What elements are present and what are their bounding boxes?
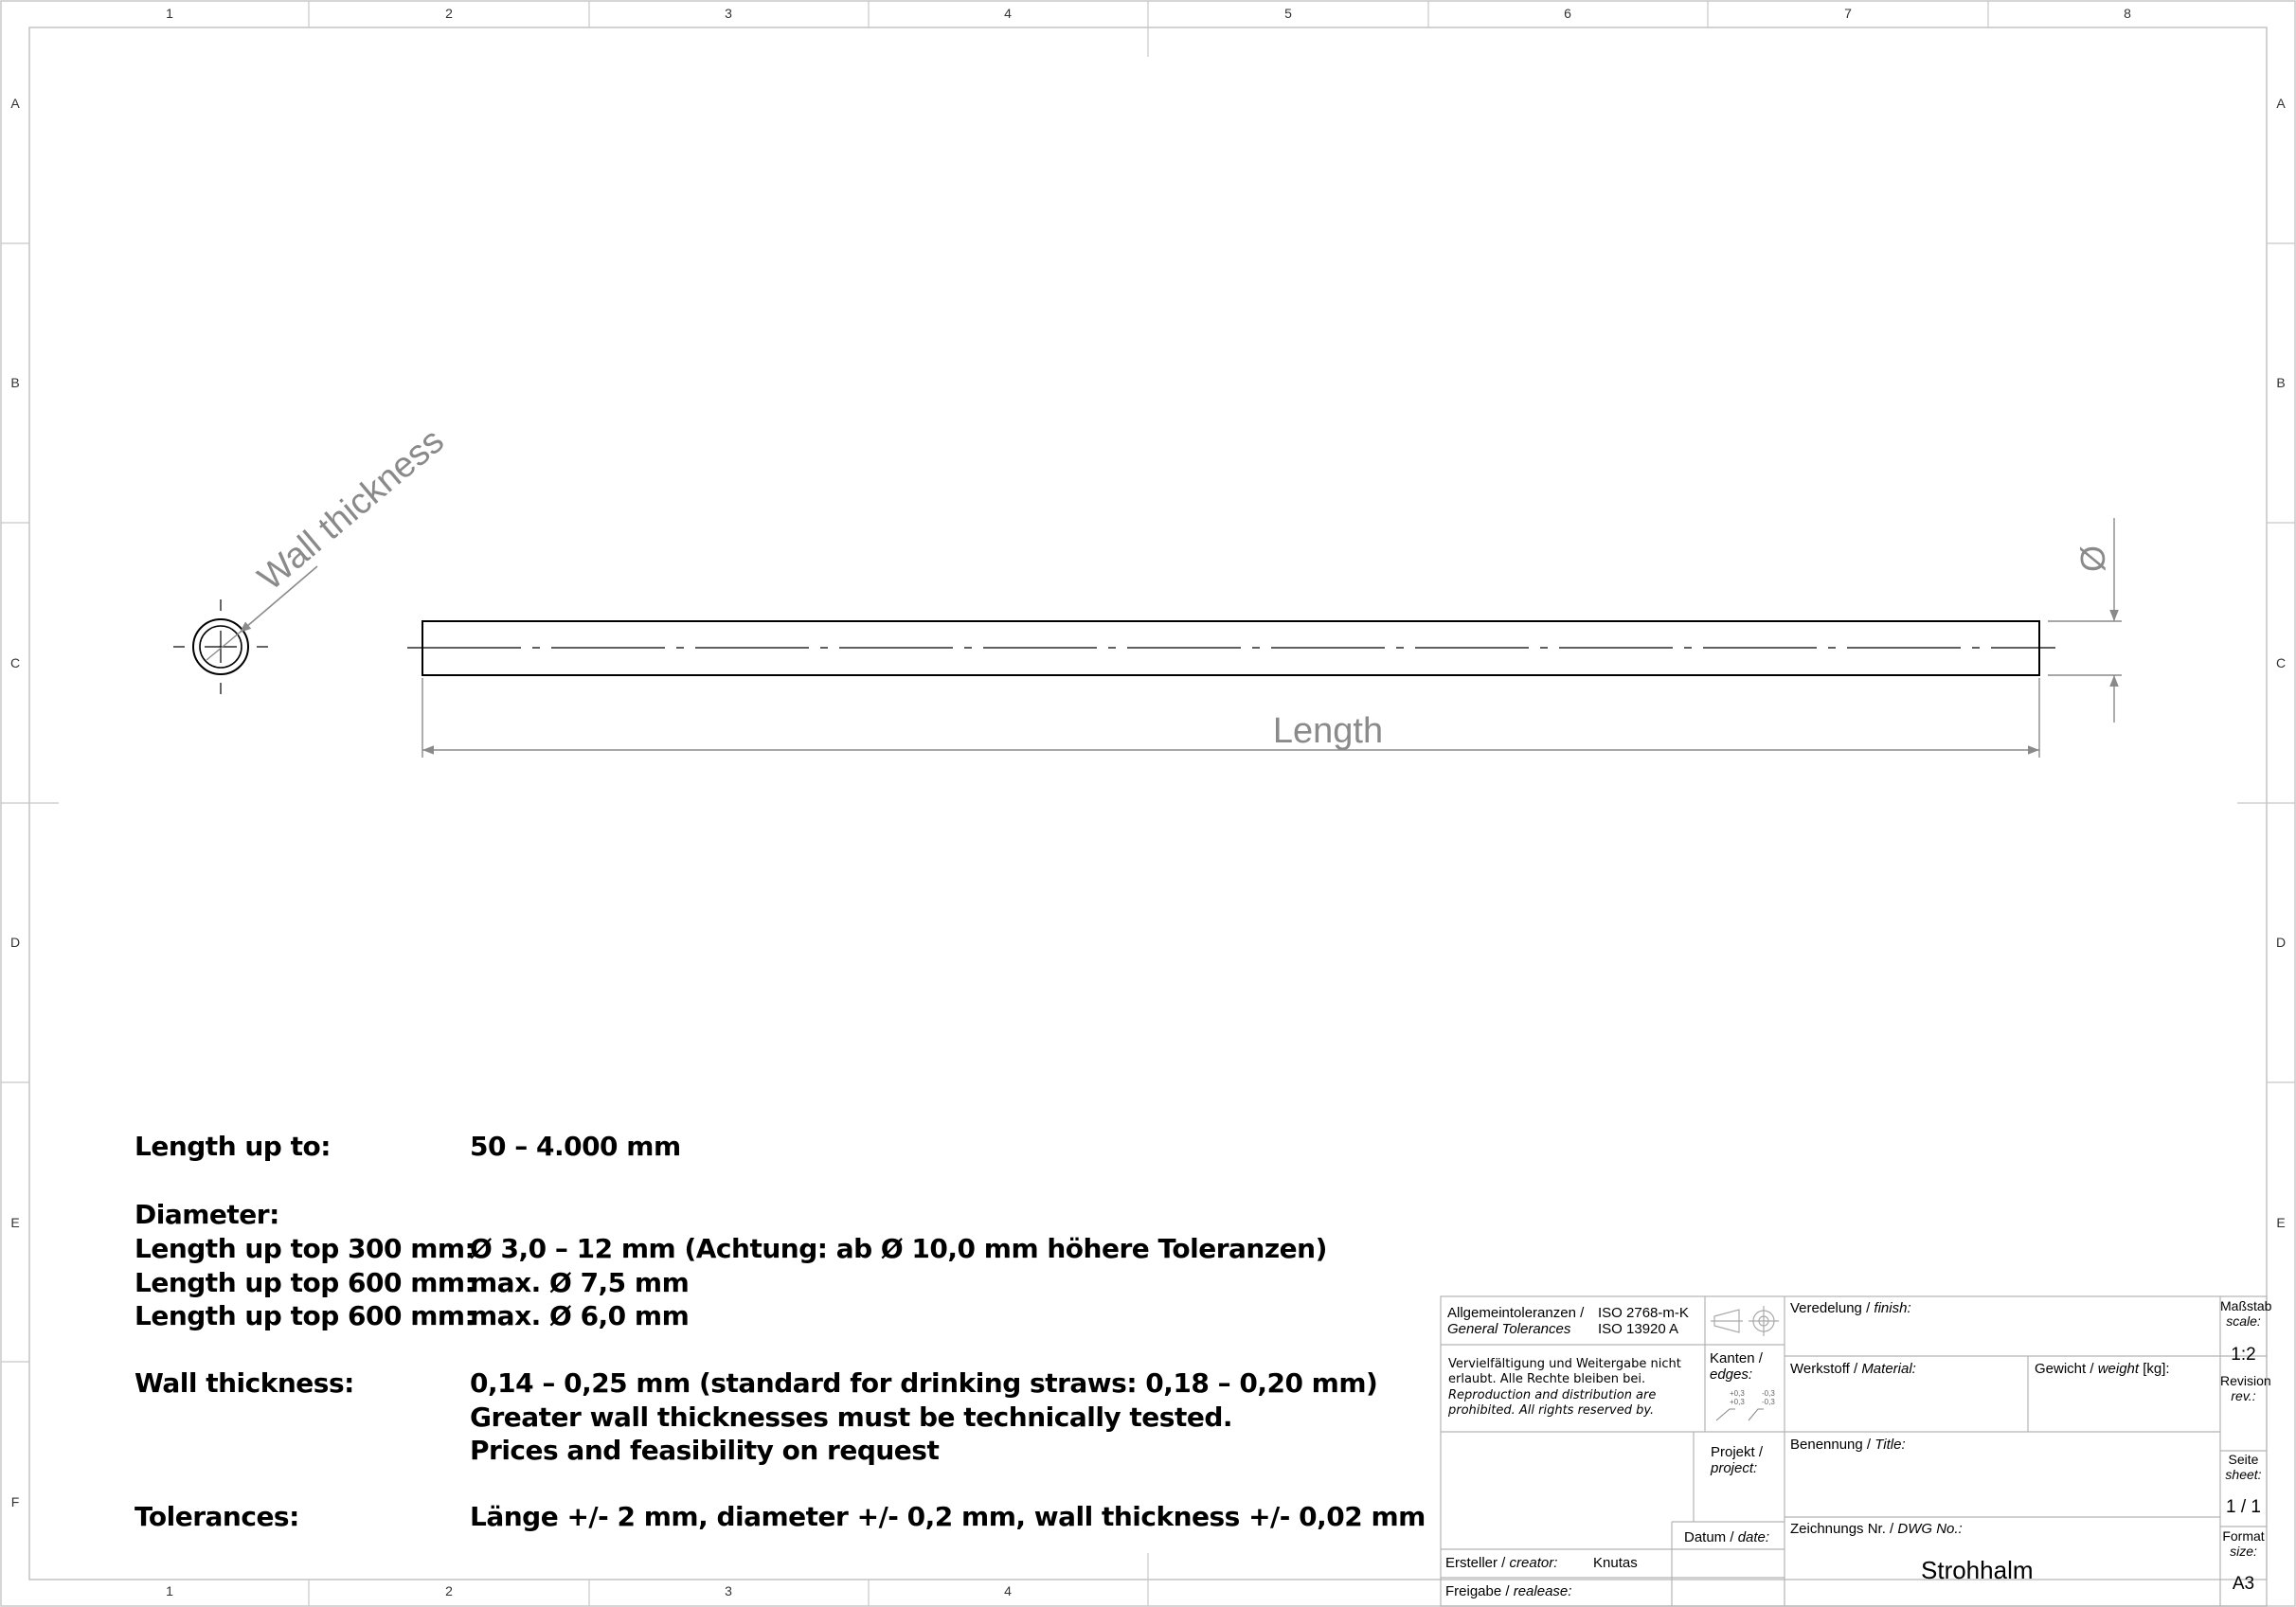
- spec-label-diameter-600b: Length up top 600 mm:: [135, 1300, 475, 1331]
- wall-thickness-label: Wall thickness: [250, 420, 452, 598]
- zone-row-a-left: A: [10, 96, 20, 111]
- general-tolerances-en: General Tolerances: [1447, 1321, 1571, 1337]
- zone-col-bottom-4: 4: [1004, 1583, 1012, 1598]
- spec-value-diameter-600a: max. Ø 7,5 mm: [470, 1267, 690, 1298]
- edge-tol-1a: +0,3: [1730, 1389, 1745, 1398]
- projection-method-icon: [1711, 1306, 1779, 1336]
- zone-col-6: 6: [1564, 6, 1571, 21]
- zone-row-b-right: B: [2276, 375, 2286, 390]
- edge-tol-2b: -0,3: [1762, 1398, 1775, 1406]
- spec-label-length: Length up to:: [135, 1131, 331, 1162]
- zone-row-d-right: D: [2275, 935, 2287, 950]
- format-en: size:: [2230, 1544, 2257, 1559]
- zone-row-ticks: [1, 243, 2295, 1362]
- spec-label-tolerances: Tolerances:: [135, 1501, 299, 1532]
- zone-row-d-left: D: [9, 935, 21, 950]
- iso-13920: ISO 13920 A: [1598, 1321, 1679, 1337]
- sheet-value: 1 / 1: [2226, 1497, 2261, 1517]
- title-label: Benennung / Title:: [1790, 1437, 1906, 1453]
- copyright-en-2: prohibited. All rights reserved by.: [1448, 1403, 1655, 1418]
- zone-row-a-right: A: [2276, 96, 2286, 111]
- zone-col-8: 8: [2124, 6, 2131, 21]
- spec-label-diameter-600a: Length up top 600 mm:: [135, 1267, 475, 1298]
- zone-col-5: 5: [1284, 6, 1292, 21]
- project-en: project:: [1711, 1460, 1758, 1476]
- zone-row-b-left: B: [10, 375, 20, 390]
- zone-col-4: 4: [1004, 6, 1012, 21]
- sheet-en: sheet:: [2225, 1467, 2262, 1482]
- material-label: Werkstoff / Material:: [1790, 1361, 1916, 1377]
- zone-row-e-right: E: [2276, 1215, 2286, 1230]
- scale-en: scale:: [2226, 1313, 2261, 1329]
- edges-de: Kanten /: [1710, 1350, 1763, 1366]
- zone-col-3: 3: [725, 6, 732, 21]
- spec-value-wall-thickness-note1: Greater wall thicknesses must be technically tested.: [470, 1402, 1233, 1433]
- weight-label: Gewicht / weight [kg]:: [2035, 1361, 2170, 1377]
- edges-en: edges:: [1710, 1366, 1753, 1383]
- spec-label-wall-thickness: Wall thickness:: [135, 1367, 354, 1399]
- zone-col-bottom-3: 3: [725, 1583, 732, 1598]
- format-value: A3: [2232, 1574, 2255, 1594]
- spec-value-wall-thickness: 0,14 – 0,25 mm (standard for drinking straws: 0,18 – 0,20 mm): [470, 1367, 1378, 1399]
- spec-label-diameter-300: Length up top 300 mm:: [135, 1233, 475, 1264]
- zone-col-bottom-1: 1: [166, 1583, 173, 1598]
- inner-frame: [29, 27, 2272, 1580]
- date-label: Datum / date:: [1684, 1529, 1770, 1545]
- dwg-no-label: Zeichnungs Nr. / DWG No.:: [1790, 1521, 1963, 1537]
- format-de: Format: [2222, 1528, 2265, 1544]
- zone-row-c-right: C: [2275, 655, 2287, 670]
- scale-value: 1:2: [2231, 1345, 2256, 1365]
- zone-row-e-left: E: [10, 1215, 20, 1230]
- length-dimension: [422, 678, 2039, 758]
- copyright-de-1: Vervielfältigung und Weitergabe nicht: [1448, 1357, 1681, 1371]
- zone-col-2: 2: [445, 6, 453, 21]
- outer-border: [1, 1, 2295, 1606]
- spec-value-diameter-300: Ø 3,0 – 12 mm (Achtung: ab Ø 10,0 mm höhere Toleranzen): [470, 1233, 1327, 1264]
- edge-tol-2a: -0,3: [1762, 1389, 1775, 1398]
- spec-label-diameter: Diameter:: [135, 1199, 279, 1230]
- release-label: Freigabe / realease:: [1445, 1583, 1572, 1599]
- scale-de: Maßstab: [2220, 1298, 2272, 1313]
- sheet-de: Seite: [2228, 1452, 2259, 1467]
- creator-value: Knutas: [1593, 1555, 1638, 1571]
- cross-section-view: [173, 421, 452, 694]
- diameter-symbol: Ø: [2073, 545, 2112, 573]
- iso-2768: ISO 2768-m-K: [1598, 1305, 1689, 1321]
- length-label: Length: [1272, 711, 1384, 751]
- zone-col-1: 1: [166, 6, 173, 21]
- finish-label: Veredelung / finish:: [1790, 1300, 1911, 1316]
- center-mark: [173, 599, 268, 694]
- spec-value-tolerances: Länge +/- 2 mm, diameter +/- 0,2 mm, wall thickness +/- 0,02 mm: [470, 1501, 1426, 1532]
- general-tolerances-de: Allgemeintoleranzen /: [1447, 1305, 1585, 1321]
- spec-value-diameter-600b: max. Ø 6,0 mm: [470, 1300, 690, 1331]
- edges-symbol-icon: [1716, 1409, 1764, 1420]
- creator-label: Ersteller / creator:: [1445, 1555, 1558, 1571]
- copyright-de-2: erlaubt. Alle Rechte bleiben bei.: [1448, 1372, 1646, 1386]
- project-de: Projekt /: [1711, 1444, 1764, 1460]
- revision-de: Revision: [2220, 1373, 2271, 1388]
- zone-col-bottom-2: 2: [445, 1583, 453, 1598]
- spec-value-wall-thickness-note2: Prices and feasibility on request: [470, 1435, 940, 1466]
- dwg-no-value: Strohhalm: [1921, 1556, 2034, 1584]
- zone-row-f-left: F: [10, 1494, 20, 1509]
- revision-en: rev.:: [2231, 1388, 2256, 1403]
- straw-side-view: [407, 621, 2055, 675]
- zone-col-7: 7: [1844, 6, 1852, 21]
- copyright-en-1: Reproduction and distribution are: [1448, 1388, 1657, 1402]
- spec-value-length: 50 – 4.000 mm: [470, 1131, 681, 1162]
- zone-row-c-left: C: [9, 655, 21, 670]
- edge-tol-1b: +0,3: [1730, 1398, 1745, 1406]
